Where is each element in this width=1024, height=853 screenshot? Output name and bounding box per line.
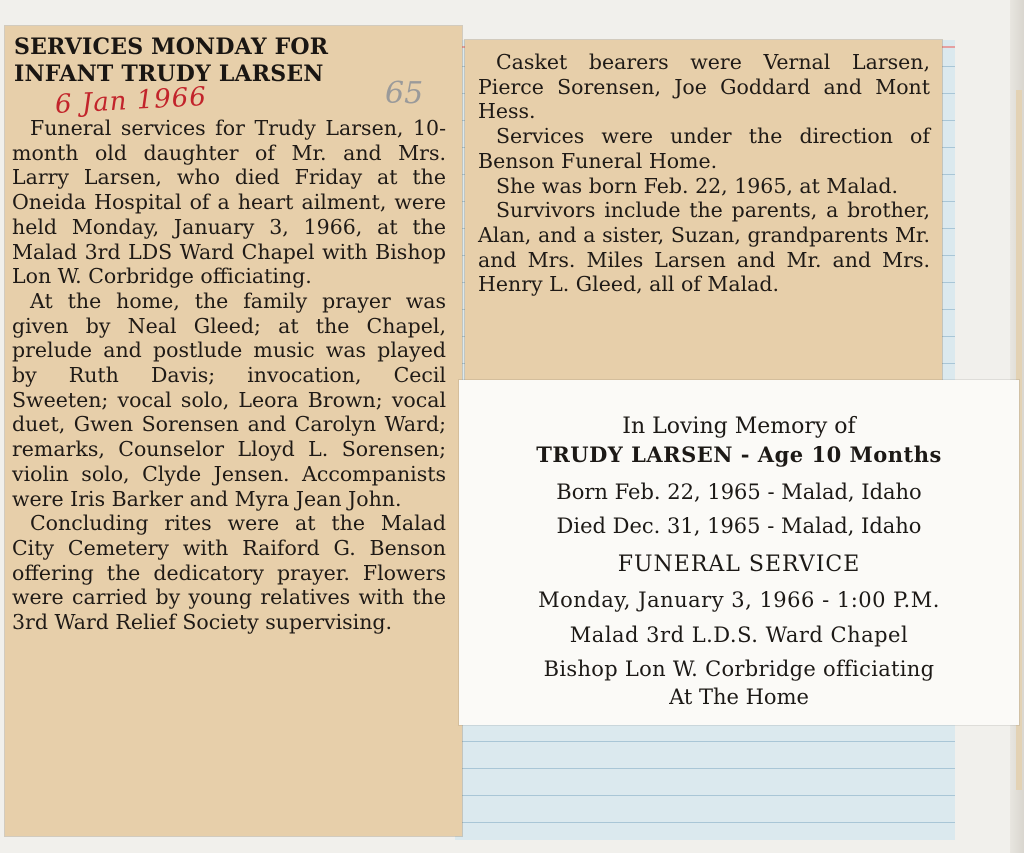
handwritten-date-annotation: 6 Jan 1966 [54,82,208,120]
obituary-paragraph: Funeral services for Trudy Larsen, 10-month old daughter of Mr. and Mrs. Larry Larsen, who died Friday at the Oneida Hospital of a heart ailment, were held Monday, January 3, 1966, at the Malad 3rd LDS Ward Chapel with Bishop Lon W. Corbridge officiating. [12,116,446,289]
memorial-born-line: Born Feb. 22, 1965 - Malad, Idaho [556,480,922,504]
memorial-service-datetime: Monday, January 3, 1966 - 1:00 P.M. [538,588,940,612]
memorial-service-place: Malad 3rd L.D.S. Ward Chapel [569,623,909,647]
obituary-paragraph: Services were under the direction of Benson Funeral Home. [478,124,930,173]
memorial-died-line: Died Dec. 31, 1965 - Malad, Idaho [556,514,922,538]
memorial-service-heading: FUNERAL SERVICE [617,552,861,577]
memorial-home-line: At The Home [669,685,809,709]
obituary-headline: SERVICES MONDAY FOR INFANT TRUDY LARSEN [14,34,329,87]
obituary-left-column [12,116,446,635]
handwritten-page-number: 65 [385,76,424,111]
memorial-officiant: Bishop Lon W. Corbridge officiating [543,657,935,681]
obituary-right-column [478,50,930,297]
memorial-name-line: TRUDY LARSEN - Age 10 Months [536,442,942,467]
memorial-card [459,380,1019,725]
obituary-paragraph: At the home, the family prayer was given by Neal Gleed; at the Chapel, prelude and postlude music was played by Ruth Davis; invocation, Cecil Sweeten; vocal solo, Leora Brown; vocal duet, Gwen Sorensen and Carolyn Ward; remarks, Counselor Lloyd L. Sorensen; violin solo, Clyde Jensen. Accompanists were Iris Barker and Myra Jean John. [12,288,446,511]
obituary-paragraph: Survivors include the parents, a brother, Alan, and a sister, Suzan, grandparents Mr. and Mrs. Miles Larsen and Mr. and Mrs. Henry L. Gleed, all of Malad. [478,198,930,297]
memorial-intro: In Loving Memory of [622,414,856,439]
obituary-paragraph: Concluding rites were at the Malad City Cemetery with Raiford G. Benson offering the dedicatory prayer. Flowers were carried by young relatives with the 3rd Ward Relief Society supervising. [12,511,446,635]
obituary-paragraph: Casket bearers were Vernal Larsen, Pierce Sorensen, Joe Goddard and Mont Hess. [478,50,930,124]
obituary-paragraph: She was born Feb. 22, 1965, at Malad. [496,173,899,198]
